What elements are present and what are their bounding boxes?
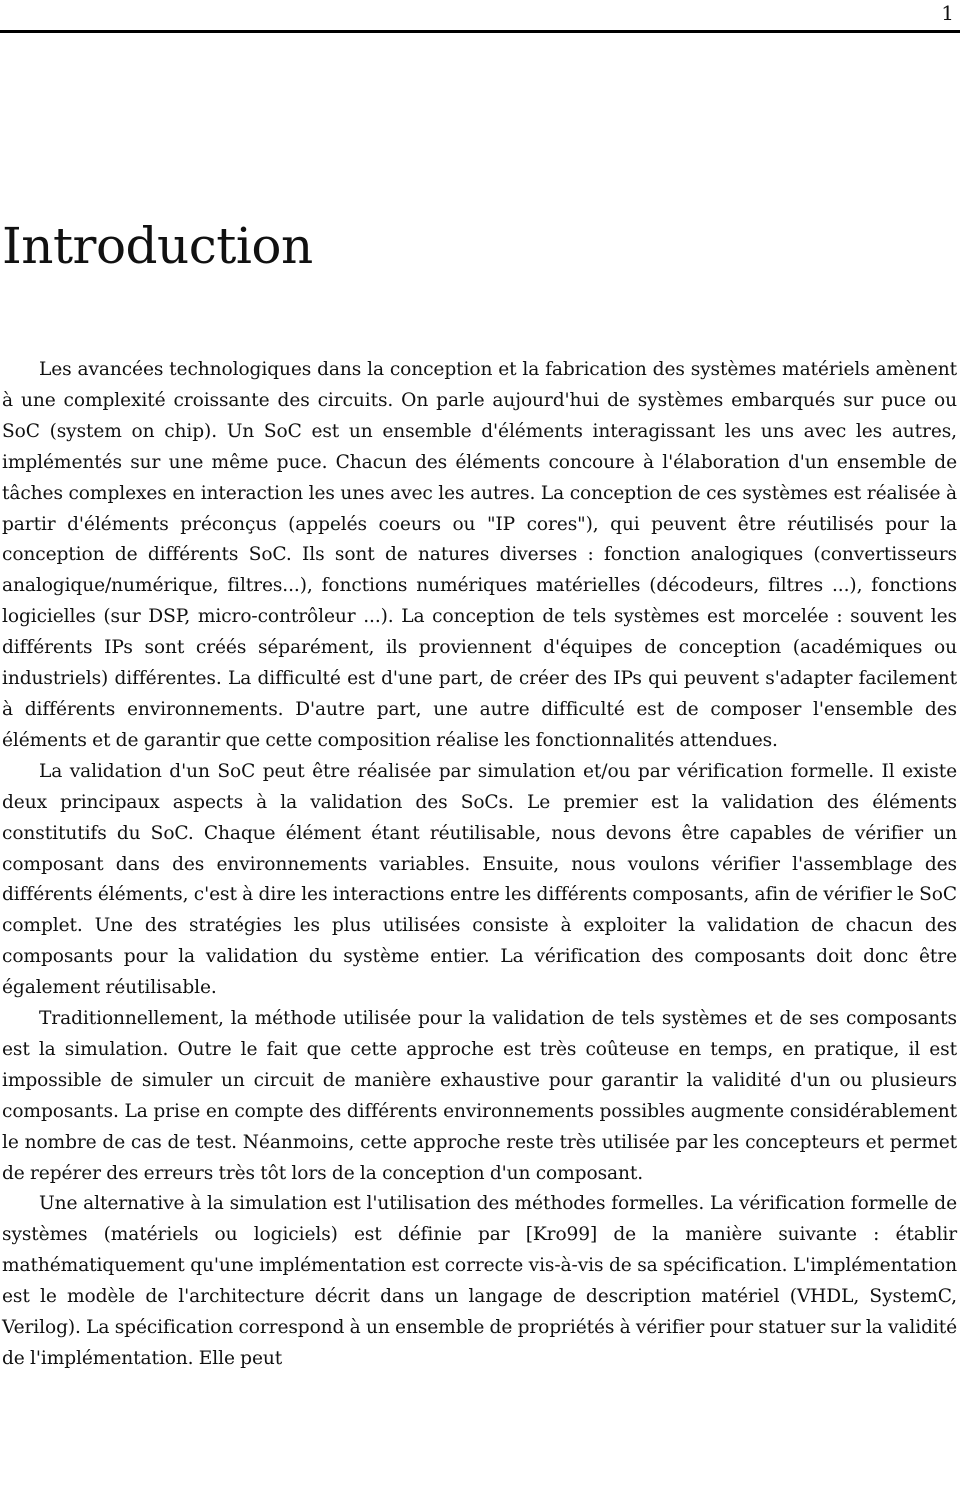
body-text xyxy=(2,355,957,1375)
chapter-title: Introduction xyxy=(2,217,313,275)
paragraph-2: La validation d'un SoC peut être réalisée par simulation et/ou par vérification formelle. Il existe deux principaux aspects à la validation des SoCs. Le premier est la validation des éléments constitutifs du SoC. Chaque élément étant réutilisable, nous devons être capables de vérifier un composant dans des environnements variables. Ensuite, nous voulons vérifier l'assemblage des différents éléments, c'est à dire les interactions entre les différents composants, afin de vérifier le SoC complet. Une des stratégies les plus utilisées consiste à exploiter la validation de chacun des composants pour la validation du système entier. La vérification des composants doit donc être également réutilisable. xyxy=(2,760,957,999)
page-number: 1 xyxy=(941,1,954,25)
paragraph-4: Une alternative à la simulation est l'utilisation des méthodes formelles. La vérification formelle de systèmes (matériels ou logiciels) est définie par [Kro99] de la manière suivante : établir mathématiquement qu'une implémentation est correcte vis-à-vis de sa spécification. L'implémentation est le modèle de l'architecture décrit dans un langage de description matériel (VHDL, SystemC, Verilog). La spécification correspond à un ensemble de propriétés à vérifier pour statuer sur la validité de l'implémentation. Elle peut xyxy=(2,1193,957,1369)
paragraph-3: Traditionnellement, la méthode utilisée pour la validation de tels systèmes et de ses composants est la simulation. Outre le fait que cette approche est très coûteuse en temps, en pratique, il est impossible de simuler un circuit de manière exhaustive pour garantir la validité d'un ou plusieurs composants. La prise en compte des différents environnements possibles augmente considérablement le nombre de cas de test. Néanmoins, cette approche reste très utilisée par les concepteurs et permet de repérer des erreurs très tôt lors de la conception d'un composant. xyxy=(2,1008,957,1184)
paragraph-1: Les avancées technologiques dans la conception et la fabrication des systèmes matériels amènent à une complexité croissante des circuits. On parle aujourd'hui de systèmes embarqués sur puce ou SoC (system on chip). Un SoC est un ensemble d'éléments interagissant les uns avec les autres, implémentés sur une même puce. Chacun des éléments concoure à l'élaboration d'un ensemble de tâches complexes en interaction les unes avec les autres. La conception de ces systèmes est réalisée à partir d'éléments préconçus (appelés coeurs ou "IP cores"), qui peuvent être réutilisés pour la conception de différents SoC. Ils sont de natures diverses : fonction analogiques (convertisseurs analogique/numérique, filtres...), fonctions numériques matérielles (décodeurs, filtres ...), fonctions logicielles (sur DSP, micro-contrôleur ...). La conception de tels systèmes est morcelée : souvent les différents IPs sont créés séparément, ils proviennent d'équipes de conception (académiques ou industriels) différentes. La difficulté est d'une part, de créer des IPs qui peuvent s'adapter facilement à différents environnements. D'autre part, une autre difficulté est de composer l'ensemble des éléments et de garantir que cette composition réalise les fonctionnalités attendues. xyxy=(2,359,957,751)
header-rule xyxy=(0,30,960,33)
